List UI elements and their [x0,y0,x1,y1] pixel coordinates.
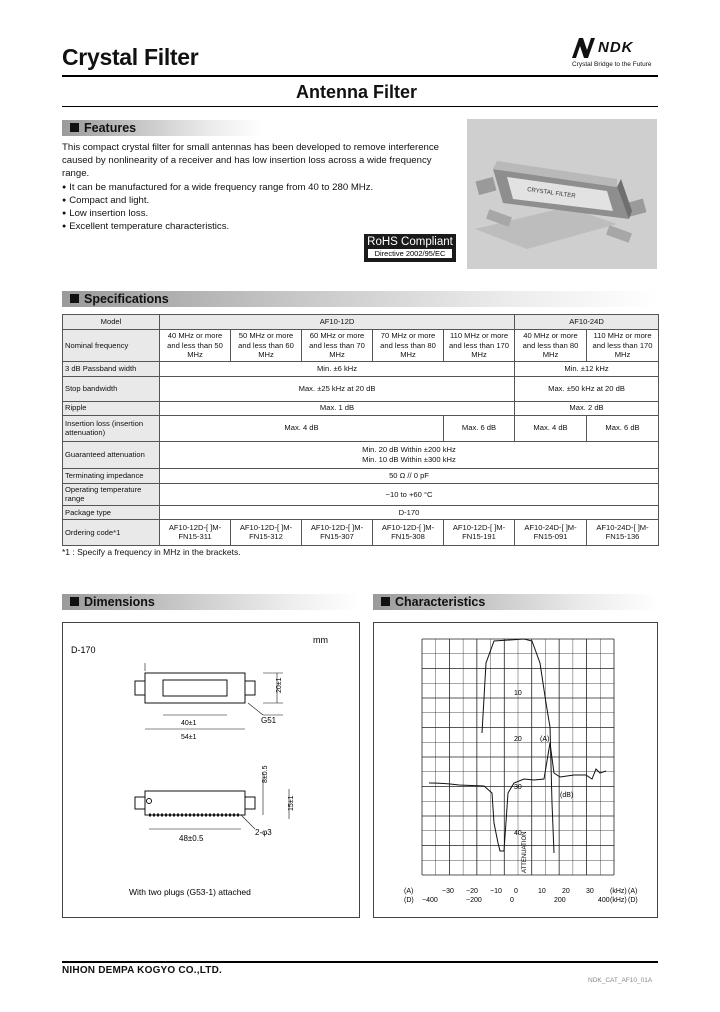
document-code: NDK_CAT_AF10_01A [588,977,653,984]
features-heading: Features [62,120,262,136]
y-label-inner: 20 [514,736,522,743]
ndk-logo-icon [570,36,598,60]
table-cell: AF10-24D [515,315,659,330]
table-cell: Min. ±12 kHz [515,361,659,376]
table-cell: Model [63,315,160,330]
svg-text:CRYSTAL FILTER: CRYSTAL FILTER [526,187,576,200]
dimensions-drawing [62,622,360,918]
square-bullet-icon [70,597,79,606]
table-cell: AF10-24D-[ ]M-FN15-136 [587,519,659,545]
dimension-diagram [63,623,359,917]
table-cell: Guaranteed attenuation [63,441,160,468]
table-row [63,519,659,545]
table-cell: Terminating impedance [63,468,160,483]
x-tick-label: 200 [554,897,566,904]
logo-text: NDK [598,39,634,56]
table-row [63,505,659,519]
table-cell: AF10-12D-[ ]M-FN15-311 [160,519,231,545]
feature-item: ● Compact and light. [62,194,440,207]
y-label-inner: 10 [514,690,522,697]
table-row [63,441,659,468]
table-row [63,401,659,415]
table-cell: 40 MHz or more and less than 50 MHz [160,330,231,362]
specifications-heading: Specifications [62,291,658,307]
unit-label: mm [313,635,328,645]
table-cell: Max. 4 dB [160,415,444,441]
x-tick-label: −30 [442,888,454,895]
x-tick-label: −20 [466,888,478,895]
table-cell: Stop bandwidth [63,376,160,401]
dim-label: 48±0.5 [179,834,204,843]
dim-label: 54±1 [181,734,197,741]
subtitle-rule [62,106,658,107]
dim-label: 2-φ3 [255,828,272,837]
features-intro: This compact crystal filter for small antennas has been developed to remove interference caused by nonlinearity of a receiver and has low insertion loss across a wide frequency range. [62,142,440,180]
square-bullet-icon [70,123,79,132]
table-row [63,315,659,330]
plot-grid [422,639,614,875]
feature-item: ● Low insertion loss. [62,207,440,220]
filter-photo-image [467,119,657,269]
square-bullet-icon [381,597,390,606]
dim-label: G51 [261,716,277,725]
table-cell: 50 Ω // 0 pF [160,468,659,483]
product-subtitle: Antenna Filter [296,82,418,102]
table-row [63,330,659,362]
x-tick-label: 0 [510,897,514,904]
rohs-directive: Directive 2002/95/EC [368,249,452,258]
table-cell: D-170 [160,505,659,519]
table-cell: 40 MHz or more and less than 80 MHz [515,330,587,362]
x-axis-unit: (kHz) [610,897,627,904]
x-axis-unit: (kHz) [610,888,627,895]
table-cell: AF10-12D-[ ]M-FN15-312 [231,519,302,545]
table-cell: AF10-12D-[ ]M-FN15-191 [444,519,515,545]
table-cell: Ordering code*1 [63,519,160,545]
table-cell: Max. ±50 kHz at 20 dB [515,376,659,401]
table-row [63,415,659,441]
footer-rule [62,961,658,963]
x-tick-label: −10 [490,888,502,895]
table-row [63,361,659,376]
guaranteed-attenuation-line: Min. 20 dB Within ±200 kHz [362,445,456,455]
company-name: NIHON DEMPA KOGYO CO.,LTD. [62,965,223,976]
table-cell: Package type [63,505,160,519]
table-cell: AF10-24D-[ ]M-FN15-091 [515,519,587,545]
table-cell [160,441,659,468]
feature-item: ● It can be manufactured for a wide frequency range from 40 to 280 MHz. [62,181,440,194]
table-cell: AF10-12D-[ ]M-FN15-307 [302,519,373,545]
table-cell: −10 to +60 °C [160,483,659,505]
ndk-logo [570,36,670,72]
x-tick-label: 20 [562,888,570,895]
x-axis-d-end: (D) [628,897,638,904]
dim-label: 15±1 [288,795,295,811]
table-cell: Max. ±25 kHz at 20 dB [160,376,515,401]
rohs-title: RoHS Compliant [367,236,453,248]
attenuation-plot [374,623,657,917]
page-title: Crystal Filter [62,44,199,70]
table-cell: Ripple [63,401,160,415]
y-unit-label: (dB) [560,792,574,799]
table-cell: Operating temperature range [63,483,160,505]
rohs-badge [364,234,456,262]
x-tick-label: 0 [514,888,518,895]
dim-label: 8±0.5 [262,765,269,783]
dimensions-heading: Dimensions [62,594,360,610]
table-cell: 70 MHz or more and less than 80 MHz [373,330,444,362]
table-row [63,483,659,505]
table-cell: 3 dB Passband width [63,361,160,376]
spec-footnote: *1 : Specify a frequency in MHz in the brackets. [62,547,241,557]
y-label-inner: 30 [514,784,522,791]
header-rule [62,75,658,77]
table-cell: 50 MHz or more and less than 60 MHz [231,330,302,362]
x-tick-label: 10 [538,888,546,895]
table-cell: AF10-12D-[ ]M-FN15-308 [373,519,444,545]
x-axis-a-ticks [442,888,594,895]
x-tick-label: 30 [586,888,594,895]
y-unit-label: (A) [540,736,550,743]
dimensions-caption: With two plugs (G53-1) attached [129,887,251,897]
guaranteed-attenuation-line: Min. 10 dB Within ±300 kHz [362,454,456,464]
product-photo [467,119,657,269]
logo-tagline: Crystal Bridge to the Future [572,61,652,68]
package-label: D-170 [71,645,96,655]
characteristics-graph [373,622,658,918]
table-cell: Max. 4 dB [515,415,587,441]
spec-table [62,314,659,546]
x-axis-d-ticks [422,897,610,904]
table-cell: AF10-12D [160,315,515,330]
y-axis-title: ATTENUATION [522,831,528,873]
table-cell: Max. 6 dB [444,415,515,441]
x-tick-label: −200 [466,897,482,904]
table-row [63,468,659,483]
table-cell: 60 MHz or more and less than 70 MHz [302,330,373,362]
table-row [63,376,659,401]
y-label-inner: 40 [514,830,522,837]
table-cell: Max. 6 dB [587,415,659,441]
dim-label: 20±1 [276,677,283,693]
x-tick-label: 400 [598,897,610,904]
x-tick-label: −400 [422,897,438,904]
table-cell: Max. 2 dB [515,401,659,415]
x-axis-a-label: (A) [404,888,414,895]
features-body [62,141,440,233]
table-cell: Nominal frequency [63,330,160,362]
table-cell: Min. ±6 kHz [160,361,515,376]
characteristics-heading: Characteristics [373,594,658,610]
table-cell: Insertion loss (insertion attenuation) [63,415,160,441]
x-axis-d-label: (D) [404,897,414,904]
table-cell: 110 MHz or more and less than 170 MHz [444,330,515,362]
table-cell: 110 MHz or more and less than 170 MHz [587,330,659,362]
feature-item: ● Excellent temperature characteristics. [62,220,440,233]
dim-label: 40±1 [181,720,197,727]
square-bullet-icon [70,294,79,303]
table-cell: Max. 1 dB [160,401,515,415]
x-axis-a-end: (A) [628,888,638,895]
